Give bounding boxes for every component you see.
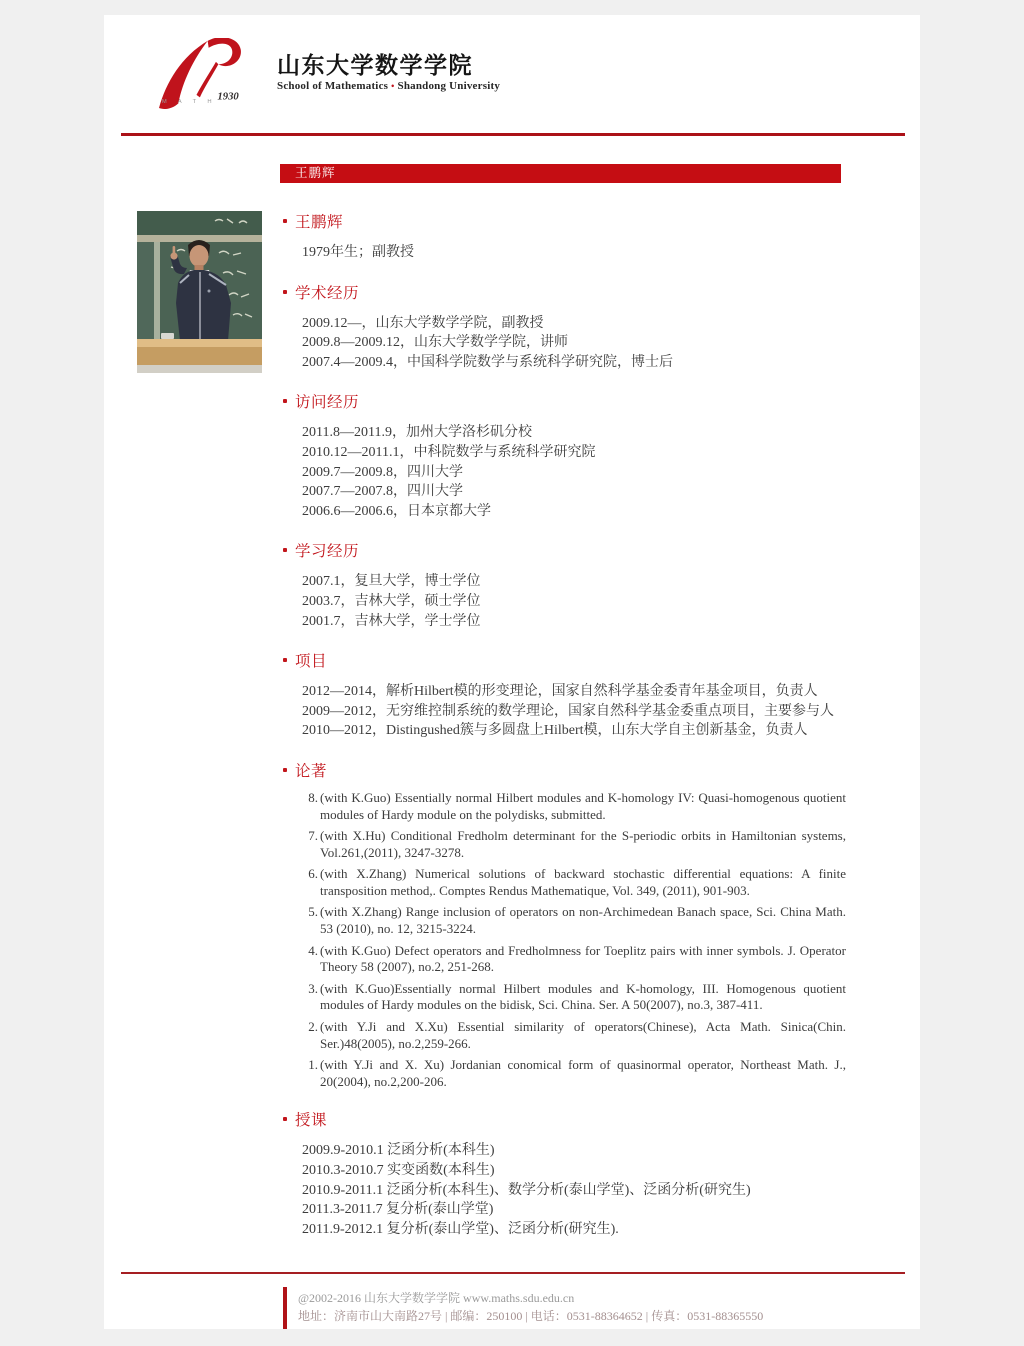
footer-copyright: @2002-2016 山东大学数学学院 www.maths.sdu.edu.cn <box>298 1291 575 1306</box>
visiting-list <box>302 423 846 521</box>
publication-text: (with K.Guo) Essentially normal Hilbert modules and K-homology IV: Quasi-homogenous quotient modules of Hardy module on the polydisks, submitted. <box>320 789 846 822</box>
profile-photo <box>137 211 262 373</box>
content-column <box>281 208 846 1239</box>
list-item: 2007.7—2007.8，四川大学 <box>302 484 463 500</box>
bullet-icon <box>283 658 287 662</box>
page-title-bar <box>280 164 841 183</box>
section-heading-projects <box>283 649 846 671</box>
bullet-icon <box>283 290 287 294</box>
school-name-block <box>277 38 500 92</box>
list-item: 2009.9-2010.1 泛函分析(本科生) <box>302 1143 495 1159</box>
logo-dot-icon: • <box>391 81 395 92</box>
publication-item <box>281 828 846 861</box>
section-title: 王鹏辉 <box>295 214 344 231</box>
publication-number: 7. <box>308 828 318 844</box>
list-item: 2012—2014，解析Hilbert模的形变理论，国家自然科学基金委青年基金项目，负责人 <box>302 684 818 700</box>
bullet-icon <box>283 219 287 223</box>
publication-number: 8. <box>308 789 318 805</box>
publications-list <box>281 790 846 1091</box>
footer-divider <box>121 1272 905 1274</box>
section-heading-visiting <box>283 390 846 412</box>
school-name-en-right: Shandong University <box>397 80 501 93</box>
logo-math-letters: M A T H <box>161 99 217 106</box>
publication-text: (with Y.Ji and X. Xu) Jordanian conomical form of quasinormal operator, Northeast Math. J., 20(2004), no.2,200-206. <box>320 1057 846 1089</box>
page-title: 王鹏辉 <box>295 166 336 180</box>
publication-item <box>281 1057 846 1090</box>
list-item: 2010.12—2011.1，中科院数学与系统科学研究院 <box>302 444 596 460</box>
list-item: 2009.7—2009.8，四川大学 <box>302 464 463 480</box>
list-item: 2010.9-2011.1 泛函分析(本科生)、数学分析(泰山学堂)、泛函分析(研究生) <box>302 1182 751 1198</box>
basic-info-line: 1979年生；副教授 <box>302 245 414 260</box>
main-area <box>104 208 920 1239</box>
site-header <box>104 15 920 110</box>
publication-text: (with K.Guo) Defect operators and Fredholmness for Toeplitz pairs with inner symbols. J. Operator Theory 58 (2007), no.2, 251-268. <box>320 942 846 975</box>
list-item: 2009.8—2009.12，山东大学数学学院，讲师 <box>302 335 568 351</box>
list-item: 2001.7，吉林大学，学士学位 <box>302 613 481 629</box>
bullet-icon <box>283 1117 287 1121</box>
logo-year-text: 1930 <box>217 90 239 103</box>
bullet-icon <box>283 768 287 772</box>
publication-number: 4. <box>308 942 318 958</box>
list-item: 2009.12—，山东大学数学学院，副教授 <box>302 315 544 331</box>
section-title: 学术经历 <box>295 284 360 302</box>
list-item: 2003.7，吉林大学，硕士学位 <box>302 593 481 609</box>
publication-text: (with X.Hu) Conditional Fredholm determinant for the S-periodic orbits in Hamiltonian systems, Vol.261,(2011), 3247-3278. <box>320 828 846 860</box>
page-card <box>104 15 920 1329</box>
school-name-en <box>277 80 500 92</box>
projects-list <box>302 682 846 741</box>
footer-contact: 地址：济南市山大南路27号 | 邮编：250100 | 电话：0531-88364652 | 传真：0531-88365550 <box>298 1309 764 1324</box>
list-item: 2007.4—2009.4，中国科学院数学与系统科学研究院，博士后 <box>302 354 673 370</box>
teaching-list <box>302 1141 846 1239</box>
publication-text: (with X.Zhang) Range inclusion of operators on non-Archimedean Banach space, Sci. China Math. 53 (2010), no. 12, 3215-3224. <box>320 904 846 937</box>
publication-item <box>281 943 846 976</box>
section-title: 项目 <box>295 653 328 671</box>
publication-item <box>281 981 846 1014</box>
list-item: 2010.3-2010.7 实变函数(本科生) <box>302 1163 495 1178</box>
section-heading-publications <box>283 759 846 781</box>
publication-number: 1. <box>308 1057 318 1073</box>
section-heading-education <box>283 539 846 561</box>
publication-item <box>281 790 846 823</box>
list-item: 2011.8—2011.9，加州大学洛杉矶分校 <box>302 425 532 441</box>
academic-list <box>302 314 846 373</box>
section-title: 授课 <box>295 1112 328 1130</box>
publication-number: 5. <box>308 904 318 920</box>
list-item: 2011.9-2012.1 复分析(泰山学堂)、泛函分析(研究生). <box>302 1221 619 1237</box>
publication-number: 2. <box>308 1019 318 1035</box>
section-title: 论著 <box>295 762 328 780</box>
section-title: 学习经历 <box>295 543 360 561</box>
list-item: 2006.6—2006.6，日本京都大学 <box>302 503 491 519</box>
section-heading-teaching <box>283 1108 846 1130</box>
publication-number: 6. <box>308 866 318 882</box>
list-item: 2007.1，复旦大学，博士学位 <box>302 574 481 590</box>
publication-text: (with X.Zhang) Numerical solutions of backward stochastic differential equations: A finite transposition method,. Comptes Rendus Mathematique, Vol. 349, (2011), 901-903. <box>320 866 846 898</box>
section-heading-name <box>283 210 846 232</box>
bullet-icon <box>283 399 287 403</box>
site-footer <box>283 1287 841 1329</box>
list-item: 2011.3-2011.7 复分析(泰山学堂) <box>302 1202 494 1218</box>
publication-item <box>281 1019 846 1052</box>
publication-number: 3. <box>308 980 318 996</box>
school-name-en-left: School of Mathematics <box>277 80 389 93</box>
section-heading-academic <box>283 281 846 303</box>
publication-item <box>281 866 846 899</box>
photo-column <box>137 208 281 1239</box>
header-divider <box>121 133 905 136</box>
basic-info-block <box>302 243 846 263</box>
school-name-cn: 山东大学数学学院 <box>277 53 473 78</box>
bullet-icon <box>283 548 287 552</box>
publication-text: (with Y.Ji and X.Xu) Essential similarity of operators(Chinese), Acta Math. Sinica(Chin. Ser.)48(2005), no.2,259-266. <box>320 1019 846 1051</box>
publication-text: (with K.Guo)Essentially normal Hilbert modules and K-homology, III. Homogenous quotient modules of Hardy modules on the bidisk, Sci. China. Ser. A 50(2007), no.3, 387-411. <box>320 980 846 1013</box>
list-item: 2009—2012，无穷维控制系统的数学理论，国家自然科学基金委重点项目，主要参与人 <box>302 703 834 719</box>
school-logo-icon[interactable] <box>156 38 271 110</box>
publication-item <box>281 904 846 937</box>
education-list <box>302 572 846 631</box>
list-item: 2010—2012，Distingushed簇与多圆盘上Hilbert模，山东大学自主创新基金，负责人 <box>302 723 808 739</box>
section-title: 访问经历 <box>295 394 360 412</box>
